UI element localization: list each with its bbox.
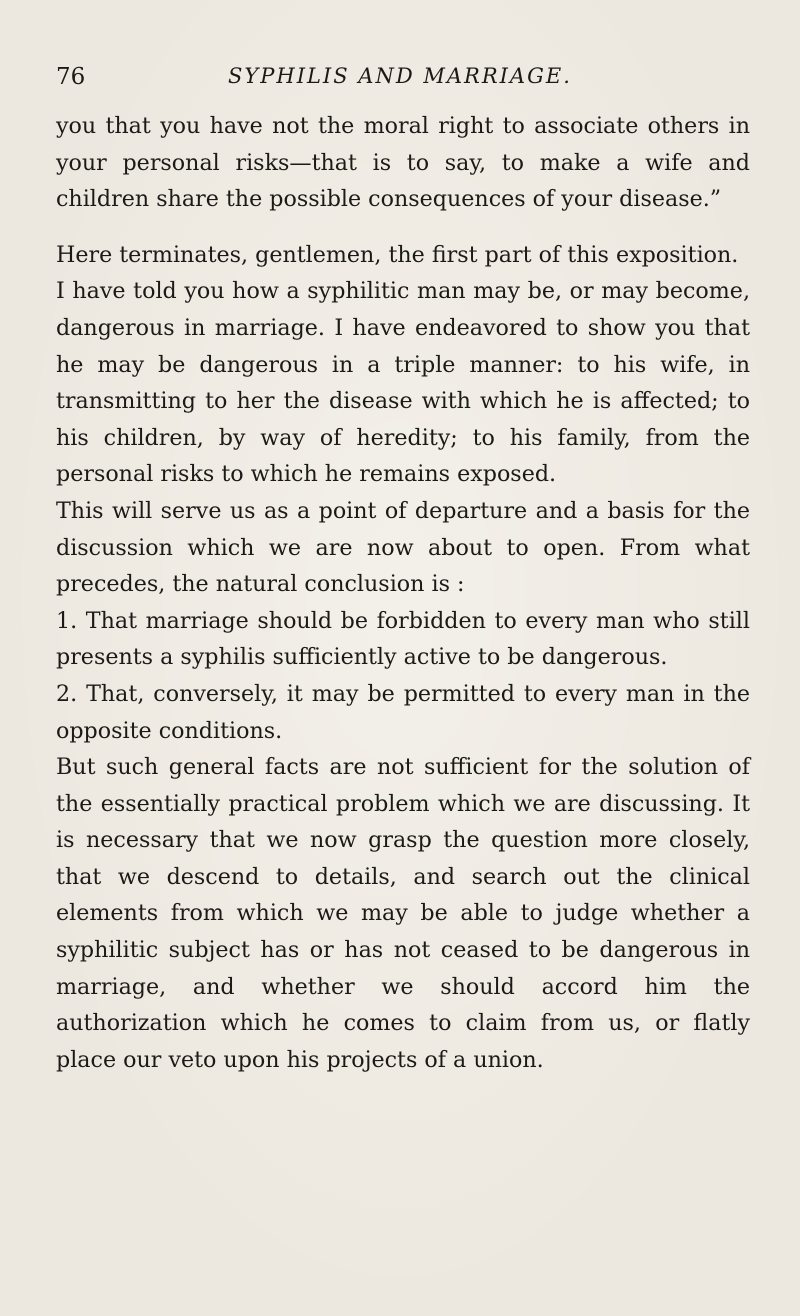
paragraph-first-part-end: Here terminates, gentlemen, the first part of this exposition.: [56, 241, 739, 268]
paragraph-conclusion-2: 2. That, conversely, it may be permitted to every man in the opposite conditions.: [56, 680, 750, 744]
running-title: SYPHILIS AND MARRIAGE.: [228, 64, 572, 88]
paragraph-conclusion-1: 1. That marriage should be forbidden to every man who still presents a syphilis sufficiently active to be dangerous.: [56, 607, 750, 671]
paragraph-continuation: you that you have not the moral right to associate others in your personal risks—that is to say, to make a wife and children share the possible consequences of your disease.”: [56, 113, 750, 213]
body-text: [56, 108, 750, 1078]
page-number: 76: [56, 64, 86, 90]
paragraph-departure: This will serve us as a point of departure and a basis for the discussion which we are now about to open. From what precedes, the natural conclusion is :: [56, 497, 750, 598]
paragraph-practical-problem: But such general facts are not sufficient for the solution of the essentially practical problem which we are discussing. It is necessary that we now grasp the question more closely, that we descend to details, and search out the clinical elements from which we may be able to judge whether a syphilitic subject has or has not ceased to be dangerous in marriage, and whether we should accord him the authorization which he comes to claim from us, or flatly place our veto upon his projects of a union.: [56, 754, 750, 1073]
running-head: [56, 62, 746, 94]
paragraph-summary: I have told you how a syphilitic man may be, or may become, dangerous in marriage. I have endeavored to show you that he may be dangerous in a triple manner: to his wife, in transmitting to her the disease with which he is affected; to his children, by way of heredity; to his family, from the personal risks to which he remains exposed.: [56, 278, 750, 488]
